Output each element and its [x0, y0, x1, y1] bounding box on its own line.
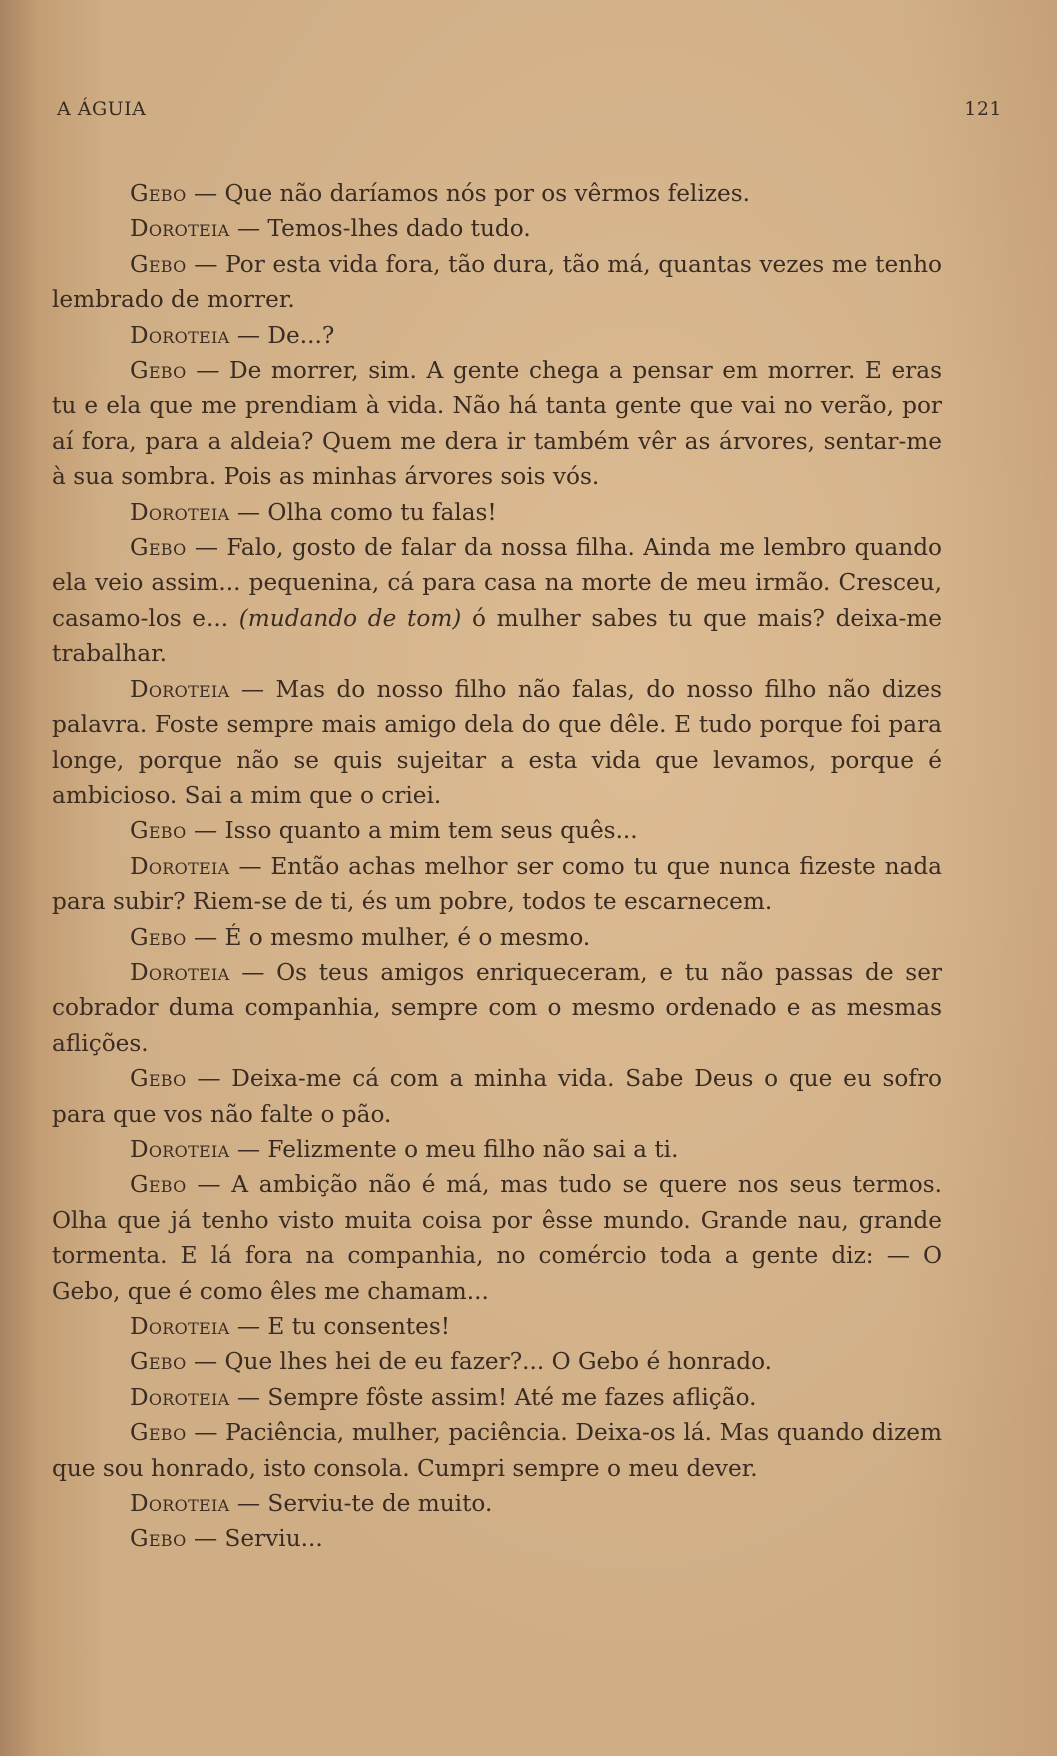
dialogue-line	[52, 1415, 942, 1486]
dialogue-line	[52, 247, 942, 318]
dialogue-line	[52, 1380, 942, 1415]
speaker-name: Gebo	[130, 1525, 187, 1553]
line-text: — De...?	[236, 321, 335, 349]
speaker-name: Gebo	[130, 1065, 187, 1093]
line-text: — Mas do nosso filho não falas, do nosso filho não dizes palavra. Foste sempre mais amigo dela do que dêle. E tudo porque foi para longe, porque não se quis sujeitar a esta vida que levamos, porque é ambicioso. Sai a mim que o criei.	[52, 675, 942, 809]
dialogue-line	[52, 1132, 942, 1167]
speaker-name: Gebo	[130, 1348, 187, 1376]
line-text: — Isso quanto a mim tem seus quês...	[193, 817, 638, 845]
speaker-name: Doroteia	[130, 1135, 230, 1163]
line-text: — Temos-lhes dado tudo.	[236, 215, 531, 243]
page-number: 121	[964, 98, 1002, 120]
line-text: — Então achas melhor ser como tu que nunca fizeste nada para subir? Riem-se de ti, és um pobre, todos te escarnecem.	[52, 852, 942, 916]
speaker-name: Gebo	[130, 180, 187, 207]
speaker-name: Gebo	[130, 357, 187, 385]
line-text: — Falo, gosto de falar da nossa filha. Ainda me lembro quando ela veio assim... pequenina, cá para casa na morte de meu irmão. Cresceu, casamo-los e...	[52, 534, 942, 632]
dialogue-line	[52, 495, 942, 530]
speaker-name: Doroteia	[130, 958, 230, 986]
line-text: — De morrer, sim. A gente chega a pensar em morrer. E eras tu e ela que me prendiam à vida. Não há tanta gente que vai no verão, por aí fora, para a aldeia? Quem me dera ir também vêr as árvores, sentar-me à sua sombra. Pois as minhas árvores sois vós.	[52, 357, 942, 491]
dialogue-line	[52, 672, 942, 814]
dialogue-line	[52, 920, 942, 955]
line-text: — Olha como tu falas!	[236, 498, 497, 526]
dialogue-line	[52, 1344, 942, 1379]
dialogue-line	[52, 353, 942, 495]
line-text: — Que não daríamos nós por os vêrmos felizes.	[193, 180, 750, 207]
dialogue-line	[52, 955, 942, 1061]
dialogue-line	[52, 1309, 942, 1344]
line-text: — Serviu-te de muito.	[236, 1490, 493, 1518]
speaker-name: Gebo	[130, 250, 187, 278]
speaker-name: Gebo	[130, 534, 187, 562]
speaker-name: Doroteia	[130, 321, 230, 349]
line-text: — Paciência, mulher, paciência. Deixa-os lá. Mas quando dizem que sou honrado, isto consola. Cumpri sempre o meu dever.	[52, 1419, 942, 1482]
speaker-name: Gebo	[130, 1419, 187, 1447]
dialogue-line	[52, 1521, 942, 1556]
speaker-name: Doroteia	[130, 1383, 230, 1411]
speaker-name: Gebo	[130, 923, 187, 951]
speaker-name: Doroteia	[130, 675, 230, 703]
speaker-name: Doroteia	[130, 1490, 230, 1518]
dialogue-line	[52, 211, 942, 246]
speaker-name: Doroteia	[130, 498, 230, 526]
dialogue-text	[52, 176, 942, 1557]
dialogue-line	[52, 1486, 942, 1521]
line-text: — Os teus amigos enriqueceram, e tu não passas de ser cobrador duma companhia, sempre com o mesmo ordenado e as mesmas aflições.	[52, 958, 943, 1057]
dialogue-line	[52, 1167, 942, 1309]
dialogue-line	[52, 1061, 942, 1132]
dialogue-line	[52, 813, 942, 848]
line-text: — Sempre fôste assim! Até me fazes aflição.	[236, 1383, 757, 1411]
stage-direction: (mudando de tom)	[238, 604, 462, 632]
speaker-name: Doroteia	[130, 215, 230, 243]
line-text: — Serviu...	[193, 1525, 323, 1553]
line-text: — Por esta vida fora, tão dura, tão má, quantas vezes me tenho lembrado de morrer.	[52, 250, 942, 314]
line-text: — Que lhes hei de eu fazer?... O Gebo é honrado.	[193, 1348, 773, 1376]
dialogue-line	[52, 530, 942, 672]
speaker-name: Doroteia	[130, 852, 230, 880]
speaker-name: Gebo	[130, 1171, 187, 1199]
running-header	[57, 98, 1002, 120]
speaker-name: Doroteia	[130, 1313, 230, 1340]
line-text: — Felizmente o meu filho não sai a ti.	[236, 1135, 679, 1163]
dialogue-line	[52, 849, 942, 920]
line-text: — A ambição não é má, mas tudo se quere nos seus termos. Olha que já tenho visto muita coisa por êsse mundo. Grande nau, grande tormenta. E lá fora na companhia, no comércio toda a gente diz: — O Gebo, que é como êles me chamam...	[52, 1171, 942, 1305]
dialogue-line	[52, 318, 942, 353]
journal-title: A ÁGUIA	[57, 98, 147, 120]
line-text: — É o mesmo mulher, é o mesmo.	[193, 923, 591, 951]
speaker-name: Gebo	[130, 817, 187, 845]
line-text: — E tu consentes!	[236, 1313, 451, 1340]
line-text-after: ó mulher sabes tu que mais? deixa-me trabalhar.	[52, 604, 942, 668]
dialogue-line	[52, 176, 942, 211]
line-text: — Deixa-me cá com a minha vida. Sabe Deus o que eu sofro para que vos não falte o pão.	[52, 1065, 942, 1128]
